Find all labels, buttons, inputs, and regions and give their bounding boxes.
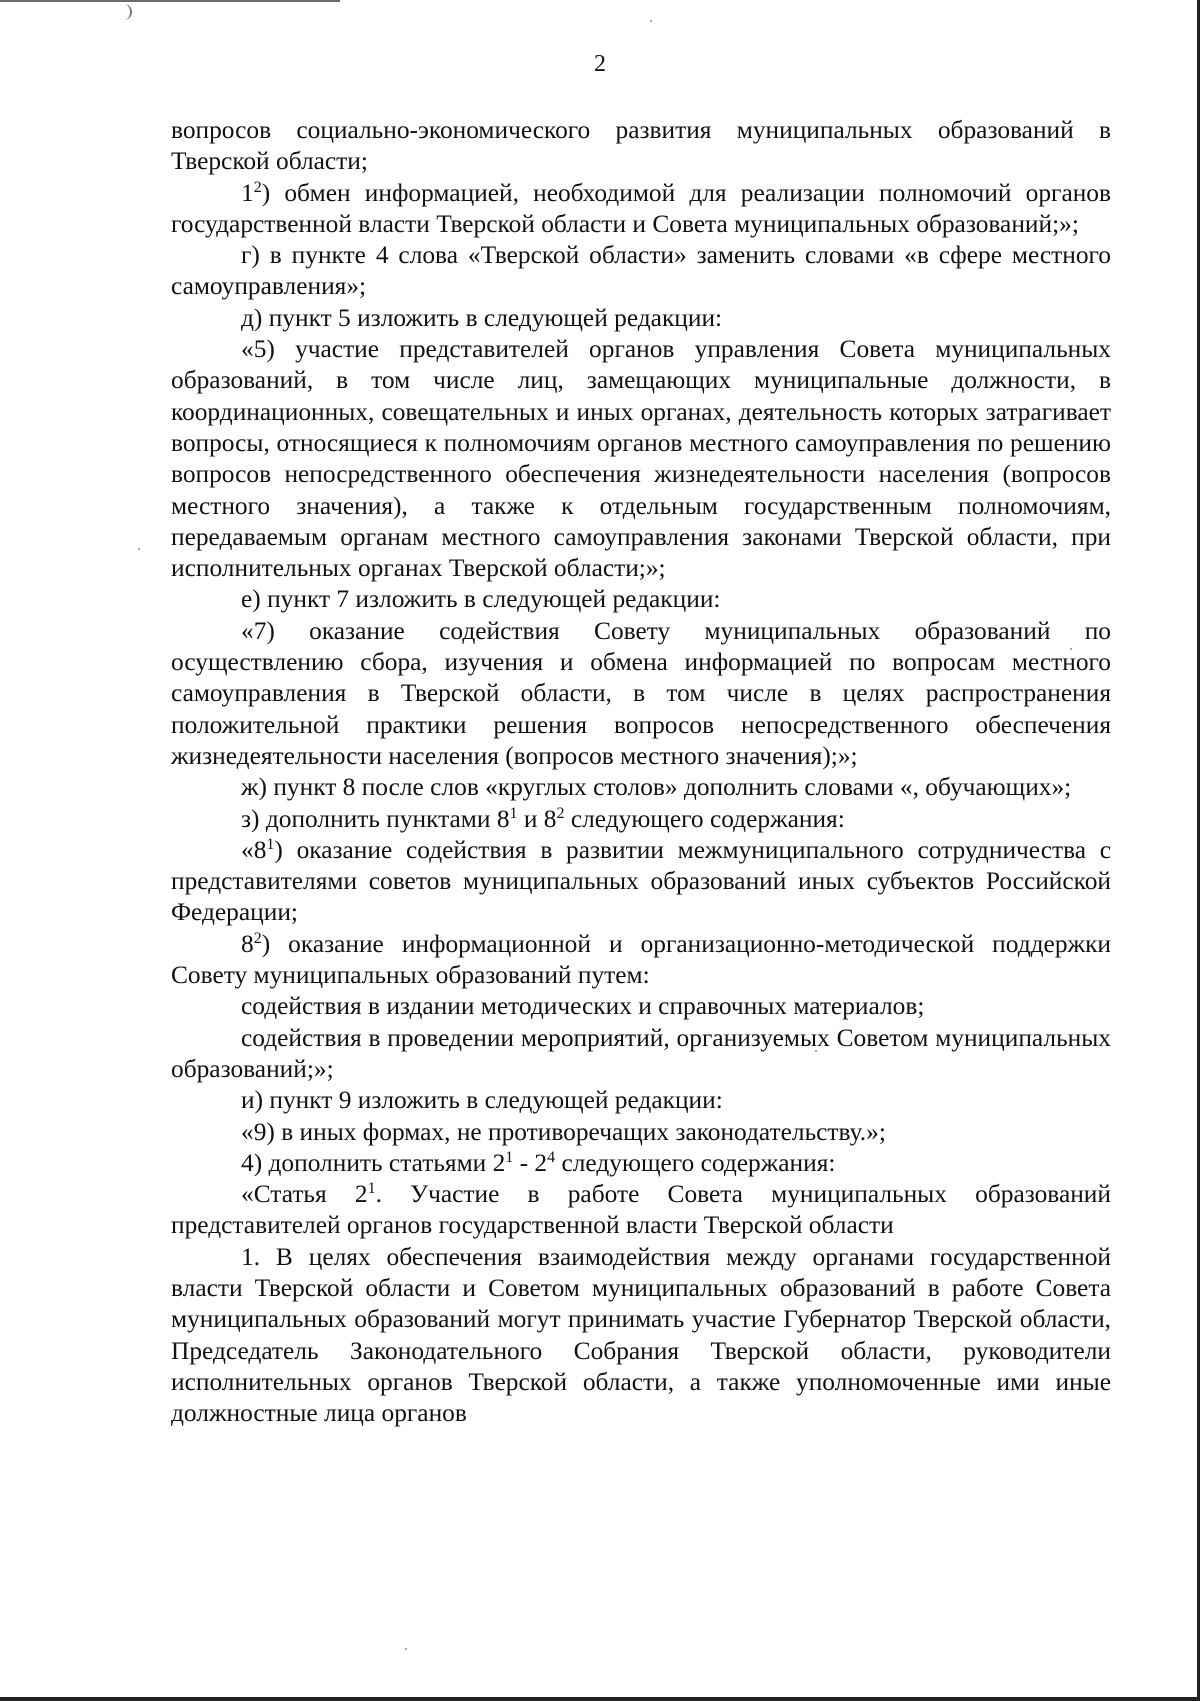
paragraph-text: «9) в иных формах, не противоречащих законодательству.»; (241, 1117, 886, 1146)
scan-speck (405, 1648, 407, 1650)
paragraph-text: г) в пункте 4 слова «Тверской области» заменить словами «в сфере местного самоуправления»; (171, 241, 1111, 301)
paragraph-text: 8 (241, 929, 254, 958)
paragraph-text: содействия в издании методических и справочных материалов; (241, 992, 925, 1021)
paragraph (171, 303, 1111, 334)
paragraph-text: ) оказание информационной и организационно-методической поддержки Совету муниципальных образований путем: (171, 929, 1111, 990)
paragraph (171, 1117, 1111, 1148)
scan-corner-mark (118, 4, 132, 20)
scan-speck (138, 548, 140, 550)
scan-speck (650, 20, 652, 22)
paragraph-text: «5) участие представителей органов управления Совета муниципальных образований, в том числе лиц, замещающих муниципальные должности, в координационных, совещательных и иных органах, деятельность которых затрагивает вопросы, относящиеся к полномочиям органов местного самоуправления по решению вопросов непосредственного обеспечения жизнедеятельности населения (вопросов местного значения), а также к отдельным государственным полномочиям, передаваемым органам местного самоуправления законами Тверской области, при исполнительных органах Тверской области;»; (171, 335, 1111, 583)
paragraph-text: е) пункт 7 изложить в следующей редакции: (241, 585, 721, 614)
paragraph-text: «8 (241, 835, 267, 864)
paragraph-text: ж) пункт 8 после слов «круглых столов» дополнить словами «, обучающих»; (241, 773, 1072, 802)
paragraph-text: ) оказание содействия в развитии межмуниципального сотрудничества с представителями советов муниципальных образований иных субъектов Российской Федерации; (171, 835, 1111, 927)
paragraph-text: «7) оказание содействия Совету муниципальных образований по осуществлению сбора, изучения и обмена информацией по вопросам местного самоуправления в Тверской области, в том числе в целях распространения положительной практики решения вопросов непосредственного обеспечения жизнедеятельности населения (вопросов местного значения);»; (171, 616, 1111, 770)
paragraph (171, 584, 1111, 615)
paragraph (171, 1085, 1111, 1116)
paragraph (171, 1148, 1111, 1179)
paragraph (171, 804, 1111, 835)
paragraph-text: з) дополнить пунктами 8 (241, 804, 510, 833)
paragraph-text: содействия в проведении мероприятий, организуемых Советом муниципальных образований;»; (171, 1023, 1111, 1083)
superscript: 1 (367, 1180, 376, 1198)
paragraph (171, 616, 1111, 772)
paragraph (171, 115, 1111, 178)
paragraph (171, 772, 1111, 803)
paragraph-text: вопросов социально-экономического развития муниципальных образований в Тверской области; (171, 116, 1111, 176)
document-body (171, 115, 1111, 1429)
superscript: 2 (253, 929, 262, 947)
scan-bottom-edge (0, 1697, 1200, 1701)
superscript: 1 (266, 835, 275, 853)
paragraph (171, 178, 1111, 241)
paragraph-text: 4) дополнить статьями 2 (241, 1148, 506, 1177)
paragraph-text: . Участие в работе Совета муниципальных образований представителей органов государственной власти Тверской области (171, 1180, 1111, 1240)
superscript: 2 (253, 178, 262, 196)
paragraph-text: и) пункт 9 изложить в следующей редакции: (241, 1086, 723, 1115)
superscript: 1 (509, 804, 518, 822)
paragraph-text: д) пункт 5 изложить в следующей редакции: (241, 303, 723, 332)
paragraph (171, 929, 1111, 992)
paragraph-text: следующего содержания: (564, 804, 845, 833)
paragraph-text: «Статья 2 (241, 1180, 368, 1209)
superscript: 2 (556, 804, 565, 822)
paragraph-text: 1. В целях обеспечения взаимодействия между органами государственной власти Тверской области и Советом муниципальных образований в работе Совета муниципальных образований могут принимать участие Губернатор Тверской области, Председатель Законодательного Собрания Тверской области, руководители исполнительных органов Тверской области, а также уполномоченные ими иные должностные лица органов (171, 1242, 1111, 1428)
paragraph-text: 1 (241, 178, 254, 207)
superscript: 4 (547, 1148, 556, 1166)
paragraph-text: - 2 (513, 1148, 548, 1177)
paragraph (171, 1242, 1111, 1430)
paragraph (171, 240, 1111, 303)
scan-top-rule (0, 0, 340, 2)
paragraph (171, 835, 1111, 929)
paragraph (171, 991, 1111, 1022)
paragraph (171, 1023, 1111, 1086)
superscript: 1 (505, 1148, 514, 1166)
page-number: 2 (594, 51, 606, 77)
paragraph (171, 1179, 1111, 1242)
paragraph-text: следующего содержания: (555, 1148, 836, 1177)
paragraph-text: и 8 (517, 804, 557, 833)
paragraph-text: ) обмен информацией, необходимой для реализации полномочий органов государственной власти Тверской области и Совета муниципальных образований;»; (171, 178, 1111, 238)
paragraph (171, 334, 1111, 584)
